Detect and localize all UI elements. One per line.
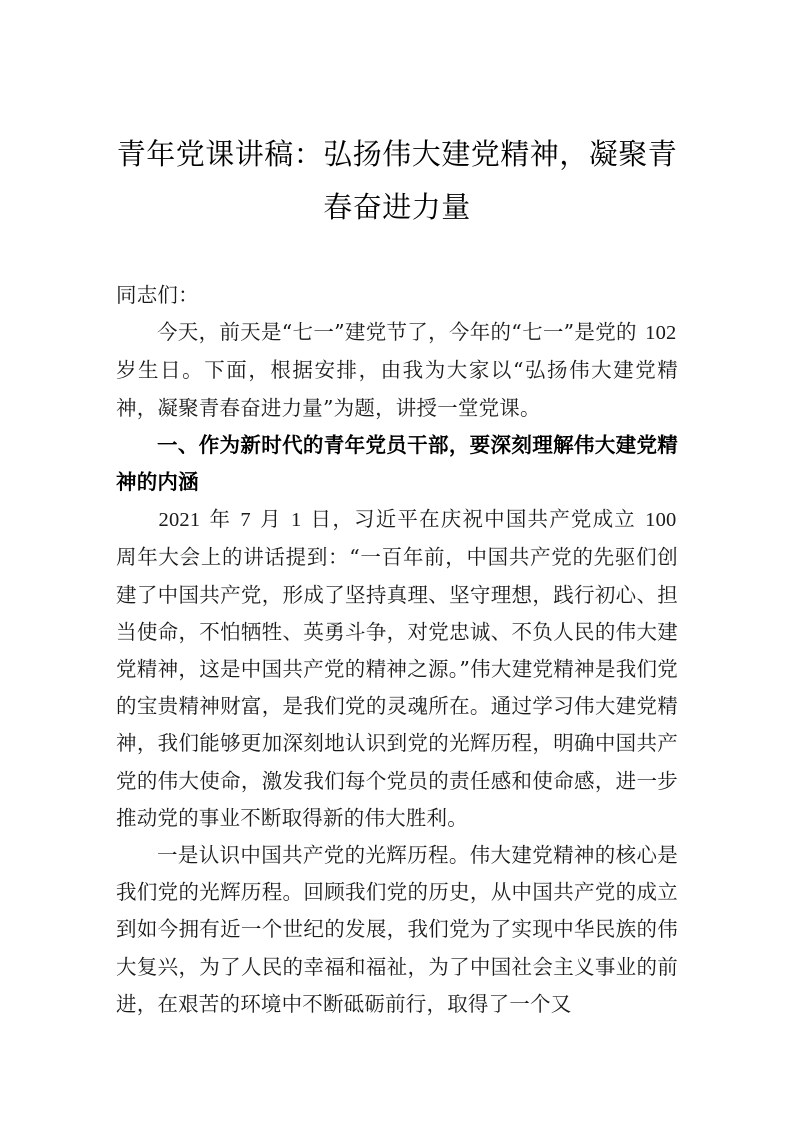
paragraph-point-one: 一是认识中国共产党的光辉历程。伟大建党精神的核心是我们党的光辉历程。回顾我们党的历史，从中国共产党的成立到如今拥有近一个世纪的发展，我们党为了实现中华民族的伟大复兴，为了人民的幸福和福祉，为了中国社会主义事业的前进，在艰苦的环境中不断砥砺前行，取得了一个又: [116, 843, 678, 1016]
page-title: 青年党课讲稿：弘扬伟大建党精神，凝聚青春奋进力量: [116, 137, 678, 224]
paragraph-opening: 今天，前天是“七一”建党节了，今年的“七一”是党的 102 岁生日。下面，根据安排，由我为大家以“弘扬伟大建党精神，凝聚青春奋进力量”为题，讲授一堂党课。: [116, 320, 678, 420]
salutation-line: 同志们：: [116, 283, 199, 307]
paragraph-quote-xi: 2021 年 7 月 1 日，习近平在庆祝中国共产党成立 100 周年大会上的讲话提到：“一百年前，中国共产党的先驱们创建了中国共产党，形成了坚持真理、坚守理想，践行初心、担当使命，不怕牺牲、英勇斗争，对党忠诚、不负人民的伟大建党精神，这是中国共产党的精神之源。”伟大建党精神是我们党的宝贵精神财富，是我们党的灵魂所在。通过学习伟大建党精神，我们能够更加深刻地认识到党的光辉历程，明确中国共产党的伟大使命，激发我们每个党员的责任感和使命感，进一步推动党的事业不断取得新的伟大胜利。: [116, 507, 678, 830]
document-content-column: [116, 0, 678, 1023]
section-heading-1: 一、作为新时代的青年党员干部，要深刻理解伟大建党精神的内涵: [116, 433, 678, 495]
